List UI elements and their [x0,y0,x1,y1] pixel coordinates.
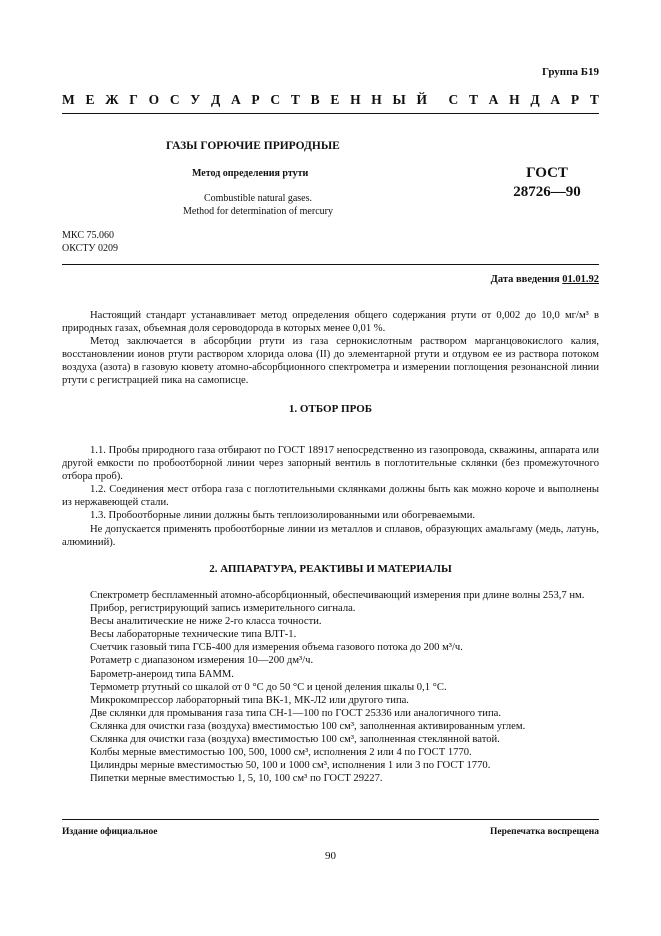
page-number: 90 [325,850,336,862]
footer-rule [62,819,599,820]
list-item: Склянка для очистки газа (воздуха) вместимостью 100 см³, заполненная стеклянной ватой. [90,734,500,746]
section-heading: 1. ОТБОР ПРОБ [288,403,373,415]
english-title [166,192,350,218]
document-title: ГАЗЫ ГОРЮЧИЕ ПРИРОДНЫЕ [166,140,340,152]
banner-letter: Ж [105,92,119,107]
list-item: Барометр-анероид типа БАММ. [90,668,234,680]
banner-letter: Ы [392,92,406,107]
list-item: Прибор, регистрирующий запись измерительного сигнала. [90,603,356,615]
date-value: 01.01.92 [562,274,599,285]
title-rule [62,264,599,265]
mks-code: МКС 75.060 [62,230,114,241]
banner-letter: Т [589,92,599,107]
banner-letter: У [190,92,201,107]
banner-letter: Д [530,92,540,107]
gost-number [500,164,594,202]
list-item: Весы аналитические не ниже 2-го класса точности. [90,616,322,628]
section1-text [62,444,599,549]
group-code: Группа Б19 [542,66,599,78]
banner-letter: А [230,92,241,107]
list-item: Ротаметр с диапазоном измерения 10—200 дм³/ч. [90,655,314,667]
banner-letter: А [488,92,499,107]
intro-text [62,309,599,388]
list-item: Пипетки мерные вместимостью 1, 5, 10, 100 см³ по ГОСТ 29227. [90,773,383,785]
banner-letter: Н [509,92,520,107]
banner-letter: А [550,92,561,107]
banner-letter: Н [371,92,382,107]
list-item: Склянка для очистки газа (воздуха) вместимостью 100 см³, заполненная активированным углем. [90,720,526,732]
paragraph: 1.2. Соединения мест отбора газа с поглотительными склянками должны быть как можно короче и выполнены из нержавеющей стали. [62,484,599,509]
english-title-line: Combustible natural gases. [203,193,313,204]
banner-letter: Д [210,92,221,107]
banner-letter: С [448,92,459,107]
list-item: Весы лабораторные технические типа ВЛТ-1. [90,629,297,641]
gost-code: 28726—90 [513,184,581,200]
paragraph: Метод заключается в абсорбции ртути из газа сернокислотным раствором марганцовокислого калия, восстановлении ионов ртути раствором хлорида олова (II) до элементарной ртути и отдувом ее из раствора потоком воздуха (азота) в газовую кювету атомно-абсорбционного спектрометра и измерении поглощения резонансной линии ртути с регистрацией пика на самописце. [62,336,599,387]
banner-letter: Г [129,92,138,107]
banner-letter: Е [330,92,340,107]
reprint-prohibited-note: Перепечатка воспрещена [489,827,599,837]
paragraph: Не допускается применять пробоотборные линии из металлов и сплавов, образующих амальгаму (медь, латунь, алюминий). [62,523,599,548]
section-heading: 2. АППАРАТУРА, РЕАКТИВЫ И МАТЕРИАЛЫ [209,563,452,575]
list-item: Две склянки для промывания газа типа СН-1—100 по ГОСТ 25336 или аналогичного типа. [90,707,501,719]
official-edition-note: Издание официальное [62,827,158,837]
header-rule [62,113,599,114]
list-item: Счетчик газовый типа ГСБ-400 для измерения объема газового потока до 200 м³/ч. [90,642,463,654]
banner-letter: Т [468,92,478,107]
paragraph: Настоящий стандарт устанавливает метод определения общего содержания ртути от 0,002 до 10,0 мг/м³ в природных газах, объемная доля сероводорода в которых менее 0,01 %. [62,310,599,335]
equipment-list [62,589,599,785]
banner-letter: Й [416,92,428,107]
standard-banner [62,92,599,108]
document-subtitle: Метод определения ртути [192,168,309,179]
date-label: Дата введения [490,274,560,285]
banner-letter: Т [290,92,300,107]
classification-codes [62,229,118,255]
banner-letter: О [148,92,160,107]
list-item: Спектрометр беспламенный атомно-абсорбционный, обеспечивающий измерения при длине волны 253,7 нм. [90,590,585,601]
list-item: Термометр ртутный со шкалой от 0 °С до 50 °С и ценой деления шкалы 0,1 °С. [90,681,447,693]
banner-letter: В [310,92,320,107]
banner-letter: Р [570,92,580,107]
effective-date [491,274,599,285]
banner-letter: Н [350,92,361,107]
okstu-code: ОКСТУ 0209 [62,243,119,254]
list-item: Цилиндры мерные вместимостью 50, 100 и 1000 см³, исполнения 1 или 3 по ГОСТ 1770. [90,760,491,772]
paragraph: 1.1. Пробы природного газа отбирают по ГОСТ 18917 непосредственно из газопровода, скважины, аппарата или другой емкости по пробоотборной линии через запорный вентиль в поглотительные склянки (без промежуточного отбора проб). [62,445,599,483]
list-item: Микрокомпрессор лабораторный типа ВК-1, МК-Л2 или другого типа. [90,694,409,706]
list-item: Колбы мерные вместимостью 100, 500, 1000 см³, исполнения 2 или 4 по ГОСТ 1770. [90,747,472,759]
english-title-line: Method for determination of mercury [183,206,333,217]
paragraph: 1.3. Пробоотборные линии должны быть теплоизолированными или обогреваемыми. [90,510,476,522]
banner-letter: Р [251,92,260,107]
banner-letter: С [270,92,281,107]
banner-letter: М [62,92,75,107]
banner-letter: Е [85,92,95,107]
banner-letter: С [169,92,180,107]
gost-label: ГОСТ [526,165,568,181]
